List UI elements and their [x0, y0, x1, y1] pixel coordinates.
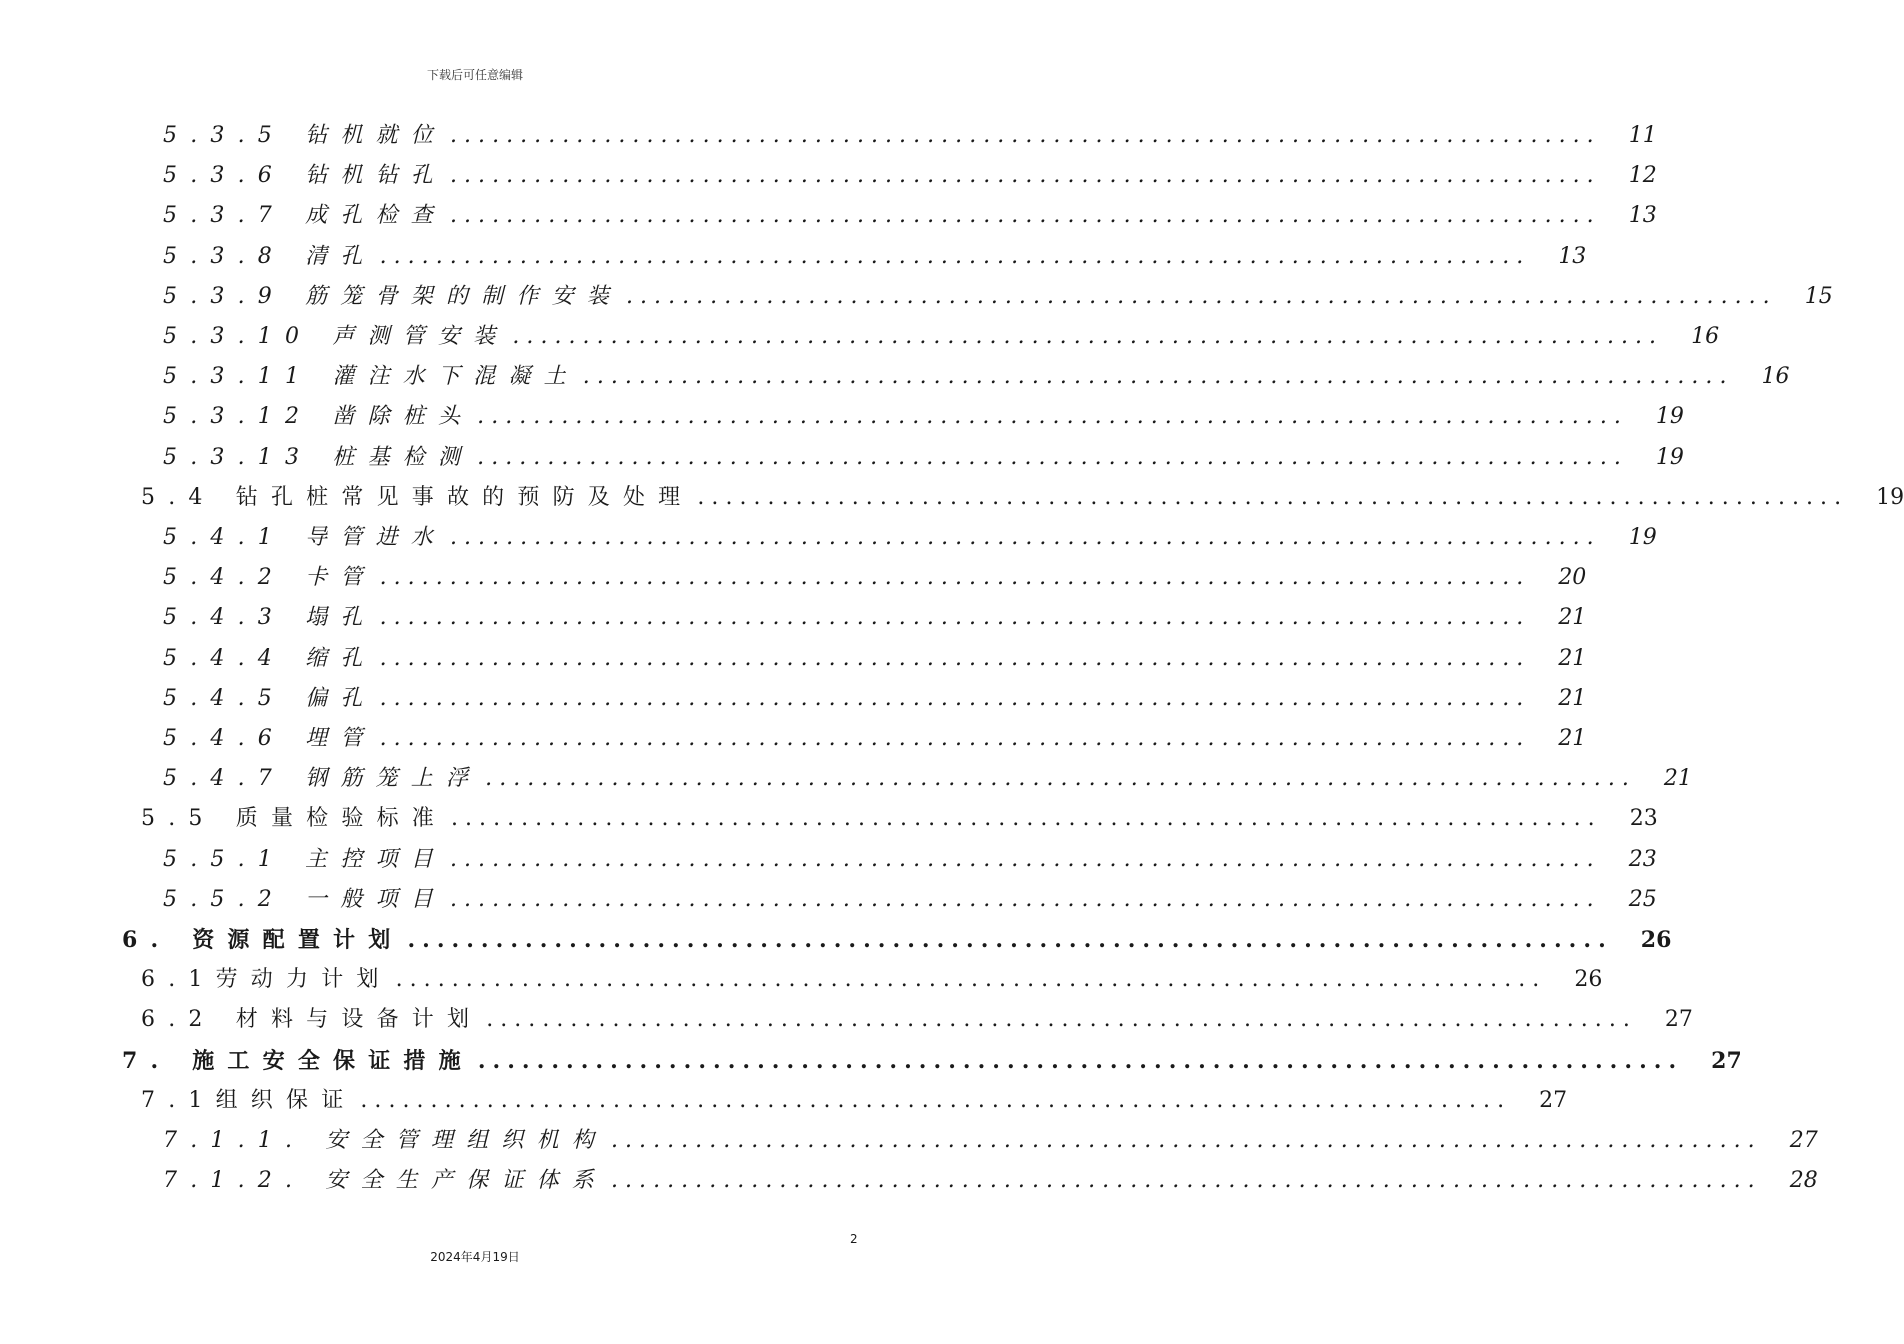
toc-entry[interactable] [163, 598, 1587, 638]
page-number: 2 [850, 1232, 858, 1246]
toc-entry-page: 13 [1628, 203, 1657, 228]
toc-entry-page: 21 [1558, 686, 1587, 711]
toc-entry[interactable] [163, 719, 1587, 759]
toc-entry-page: 12 [1628, 163, 1657, 188]
toc-entry-page: 19 [1628, 525, 1657, 550]
toc-entry-page: 21 [1558, 605, 1587, 630]
toc-dot-leader: .................................................................................. [379, 726, 1531, 751]
toc-entry-page: 11 [1628, 123, 1657, 148]
toc-entry-page: 26 [1640, 927, 1672, 953]
toc-dot-leader: .................................................................................. [512, 324, 1664, 349]
toc-entry-label: 5.3.6 钻机钻孔 [163, 163, 446, 188]
toc-dot-leader: .................................................................................. [477, 404, 1628, 429]
toc-entry[interactable] [163, 840, 1657, 880]
footer-date: 2024年4月19日 [430, 1250, 520, 1264]
header-note: 下载后可任意编辑 [426, 68, 523, 82]
toc-entry[interactable] [163, 196, 1657, 236]
toc-entry-label: 5.4 钻孔桩常见事故的预防及处理 [141, 485, 694, 510]
toc-dot-leader: .................................................................................. [582, 364, 1734, 389]
toc-entry[interactable] [163, 317, 1720, 357]
toc-entry-page: 19 [1876, 485, 1904, 510]
toc-entry-label: 5.3.12 凿除桩头 [163, 404, 474, 429]
toc-entry-page: 27 [1664, 1007, 1693, 1032]
toc-entry[interactable] [163, 1121, 1818, 1161]
toc-entry[interactable] [141, 799, 1658, 839]
toc-entry-label: 7. 施工安全保证措施 [122, 1048, 474, 1074]
toc-dot-leader: .................................................................................. [449, 163, 1601, 188]
toc-dot-leader: .................................................................................. [449, 123, 1601, 148]
toc-entry-page: 16 [1761, 364, 1790, 389]
toc-dot-leader: .................................................................................. [450, 806, 1602, 831]
toc-dot-leader: .................................................................................. [449, 525, 1601, 550]
toc-entry[interactable] [163, 277, 1833, 317]
toc-entry-label: 7.1组织保证 [141, 1088, 357, 1113]
toc-entry[interactable] [163, 759, 1692, 799]
toc-entry-label: 5.3.11 灌注水下混凝土 [163, 364, 579, 389]
toc-entry-page: 13 [1558, 244, 1587, 269]
toc-entry-page: 27 [1789, 1128, 1818, 1153]
toc-entry[interactable] [163, 156, 1657, 196]
toc-dot-leader: .................................................................................. [449, 203, 1601, 228]
toc-entry-page: 15 [1804, 284, 1833, 309]
toc-dot-leader: .................................................................................. [379, 686, 1531, 711]
toc-entry[interactable] [163, 357, 1790, 397]
toc-entry[interactable] [163, 880, 1657, 920]
toc-entry-label: 5.4.5 偏孔 [163, 686, 376, 711]
toc-dot-leader: .................................................................................. [477, 445, 1628, 470]
toc-dot-leader: .................................................................................. [485, 766, 1636, 791]
toc-entry-page: 23 [1628, 847, 1657, 872]
toc-entry-label: 5.4.1 导管进水 [163, 525, 446, 550]
toc-entry[interactable] [163, 1161, 1818, 1201]
toc-entry-page: 20 [1558, 565, 1587, 590]
toc-dot-leader: .................................................................................. [379, 605, 1531, 630]
toc-dot-leader: .................................................................................. [449, 847, 1601, 872]
toc-dot-leader: .................................................................................. [379, 565, 1531, 590]
toc-dot-leader: .................................................................................. [477, 1048, 1684, 1074]
toc-entry-label: 5.3.5 钻机就位 [163, 123, 446, 148]
toc-entry-page: 27 [1539, 1088, 1568, 1113]
toc-dot-leader: .................................................................................. [486, 1007, 1637, 1032]
toc-entry[interactable] [122, 1041, 1742, 1081]
toc-entry[interactable] [163, 518, 1657, 558]
toc-entry-page: 21 [1663, 766, 1692, 791]
toc-entry[interactable] [141, 1081, 1568, 1121]
toc-entry-page: 27 [1711, 1048, 1742, 1074]
toc-entry[interactable] [163, 116, 1657, 156]
toc-entry[interactable] [163, 558, 1587, 598]
toc-entry[interactable] [141, 478, 1904, 518]
toc-entry-label: 7.1.1. 安全管理组织机构 [163, 1128, 607, 1153]
toc-entry-page: 28 [1789, 1168, 1818, 1193]
toc-entry-label: 6.2 材料与设备计划 [141, 1007, 483, 1032]
toc-entry-label: 5.4.2 卡管 [163, 565, 376, 590]
toc-entry-label: 6.1劳动力计划 [141, 967, 392, 992]
toc-entry[interactable] [163, 639, 1587, 679]
toc-dot-leader: .................................................................................. [395, 967, 1547, 992]
toc-entry-page: 16 [1691, 324, 1720, 349]
toc-dot-leader: .................................................................................. [379, 646, 1531, 671]
toc-entry-label: 5.3.9 筋笼骨架的制作安装 [163, 284, 622, 309]
toc-entry-label: 6. 资源配置计划 [122, 927, 404, 953]
toc-entry-label: 5.5 质量检验标准 [141, 806, 447, 831]
toc-dot-leader: .................................................................................. [625, 284, 1777, 309]
toc-entry[interactable] [163, 237, 1587, 277]
toc-entry-label: 5.3.13 桩基检测 [163, 445, 474, 470]
toc-entry-label: 5.3.8 清孔 [163, 244, 376, 269]
toc-entry[interactable] [163, 397, 1684, 437]
toc-dot-leader: .................................................................................. [610, 1168, 1762, 1193]
toc-dot-leader: .................................................................................. [407, 927, 1613, 953]
toc-entry-label: 5.5.2 一般项目 [163, 887, 446, 912]
toc-entry-label: 5.3.10 声测管安装 [163, 324, 509, 349]
toc-entry-page: 21 [1558, 646, 1587, 671]
toc-entry[interactable] [163, 679, 1587, 719]
toc-dot-leader: .................................................................................. [379, 244, 1531, 269]
toc-dot-leader: .................................................................................. [360, 1088, 1512, 1113]
toc-entry-page: 23 [1629, 806, 1658, 831]
toc-entry-page: 19 [1655, 445, 1684, 470]
toc-entry-page: 19 [1655, 404, 1684, 429]
toc-entry-label: 5.3.7 成孔检查 [163, 203, 446, 228]
toc-entry[interactable] [163, 438, 1684, 478]
toc-entry-page: 26 [1574, 967, 1603, 992]
toc-entry-page: 25 [1628, 887, 1657, 912]
toc-entry[interactable] [141, 1000, 1693, 1040]
toc-entry[interactable] [122, 920, 1672, 960]
toc-dot-leader: .................................................................................. [449, 887, 1601, 912]
toc-dot-leader: .................................................................................. [610, 1128, 1762, 1153]
toc-entry-label: 5.4.6 埋管 [163, 726, 376, 751]
toc-entry-label: 5.4.7 钢筋笼上浮 [163, 766, 482, 791]
toc-dot-leader: .................................................................................. [697, 485, 1849, 510]
toc-entry-page: 21 [1558, 726, 1587, 751]
toc-entry-label: 5.5.1 主控项目 [163, 847, 446, 872]
toc-entry[interactable] [141, 960, 1603, 1000]
toc-entry-label: 5.4.4 缩孔 [163, 646, 376, 671]
toc-entry-label: 5.4.3 塌孔 [163, 605, 376, 630]
toc-entry-label: 7.1.2. 安全生产保证体系 [163, 1168, 607, 1193]
